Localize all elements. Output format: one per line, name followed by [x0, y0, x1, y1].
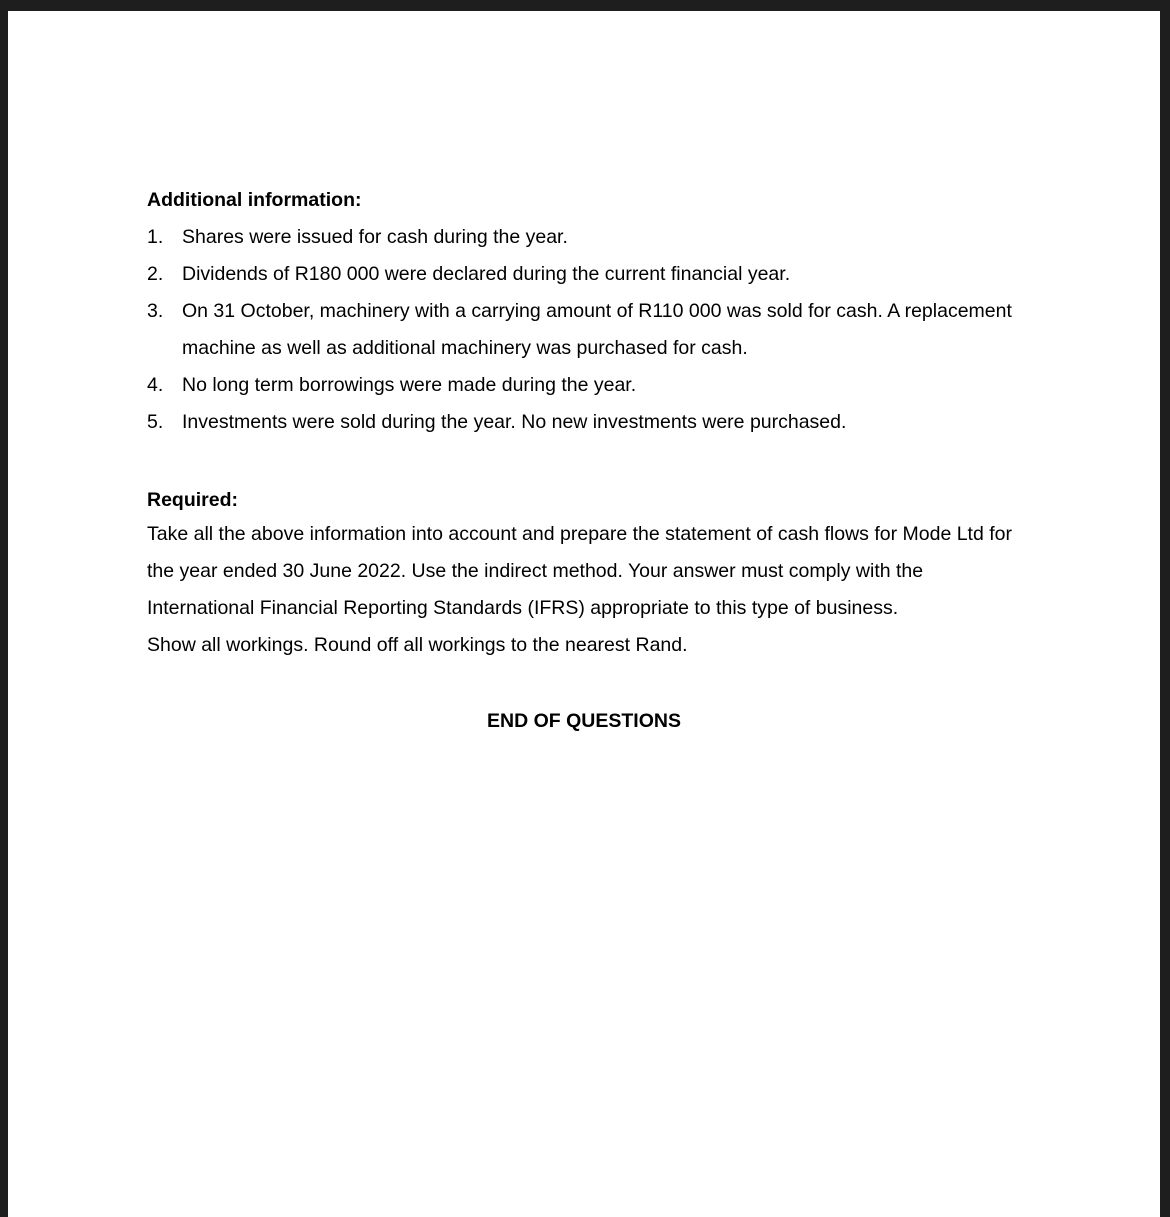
list-item	[147, 293, 1017, 367]
list-item-text: Dividends of R180 000 were declared during the current financial year.	[182, 263, 791, 285]
required-heading: Required:	[147, 489, 239, 511]
additional-information-list-wrap	[147, 219, 1017, 441]
list-item-number: 2.	[147, 263, 164, 285]
required-instructions: Take all the above information into account and prepare the statement of cash flows for Mode Ltd for the year ended 30 June 2022. Use the indirect method. Your answer must comply with the International Financial Reporting Standards (IFRS) appropriate to this type of business.	[147, 523, 1012, 619]
list-item-number: 4.	[147, 374, 164, 396]
list-item	[147, 219, 1017, 256]
additional-information-list	[147, 219, 1017, 441]
list-item	[147, 367, 1017, 404]
list-item-number: 5.	[147, 411, 164, 433]
list-item-number: 3.	[147, 300, 164, 322]
page-content	[147, 188, 1017, 753]
list-item-text: Investments were sold during the year. No new investments were purchased.	[182, 411, 847, 433]
list-item	[147, 256, 1017, 293]
document-page	[8, 11, 1160, 1217]
end-of-questions: END OF QUESTIONS	[487, 710, 681, 732]
list-item-number: 1.	[147, 226, 164, 248]
additional-information-heading: Additional information:	[147, 189, 362, 211]
list-item-text: No long term borrowings were made during the year.	[182, 374, 637, 396]
list-item-text: On 31 October, machinery with a carrying amount of R110 000 was sold for cash. A replacement machine as well as additional machinery was purchased for cash.	[182, 300, 1012, 359]
workings-note: Show all workings. Round off all workings to the nearest Rand.	[147, 634, 688, 656]
list-item	[147, 404, 1017, 441]
list-item-text: Shares were issued for cash during the year.	[182, 226, 568, 248]
